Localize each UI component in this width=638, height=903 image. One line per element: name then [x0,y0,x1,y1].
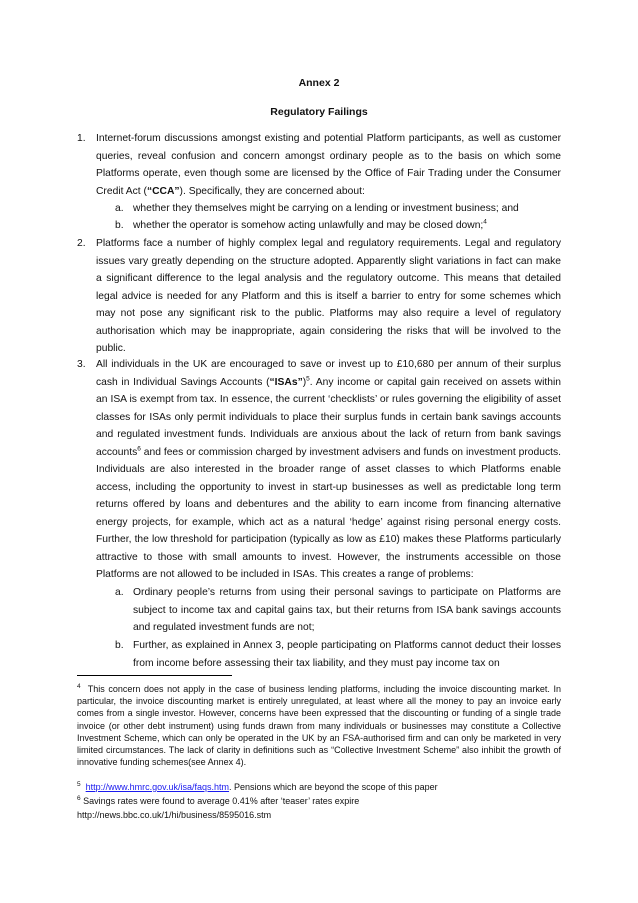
hmrc-link[interactable]: http://www.hmrc.gov.uk/isa/faqs.htm [85,782,230,792]
footnote-ref-5[interactable]: 5 [306,375,310,383]
item-3b-text: Further, as explained in Annex 3, people participating on Platforms cannot deduct their losses from income before assessing their tax liability, and they must pay income tax on [133,640,561,669]
item-1-paragraph: Internet-forum discussions amongst existing and potential Platform participants, as well as customer queries, reveal confusion and concern amongst ordinary people as to the basis on which some Platforms operate, even though some are licensed by the Office of Fair Trading under the Consumer Credit Act (“CCA”). Specifically, they are concerned about: [96,133,561,197]
item-3-paragraph: All individuals in the UK are encouraged to save or invest up to £10,680 per annum of their surplus cash in Individual Savings Accounts (“ISAs”)$^5$. Any income or capital gain received on assets within an ISA is exempt from tax. In essence, the current ‘checklists’ or rules governing the eligibility of asset classes for ISAs only permit individuals to place their surplus funds in certain bank savings accounts and regulated investment funds. Individuals are anxious about the lack of return from bank savings accounts$^6$ and fees or commission charged by investment advisers and funds on investment products. Individuals are also interested in the broader range of asset classes to which Platforms enable access, including the opportunity to invest in start-up businesses as well as predictable long term returns offered by loans and debentures and the ability to earn income from financing alternative energy projects, for example, which act as a natural ‘hedge’ against rising personal energy costs. Further, the low threshold for participation (typically as low as £10) makes these Platforms particularly attractive to those with small amounts to invest. However, the instruments accessible on those Platforms are not allowed to be included in ISAs. This creates a range of problems: [96,359,562,580]
footnote-6: $^6$ Savings rates were found to average 0.41% after ‘teaser’ rates expire [77,795,360,806]
annex-title: Annex 2 [298,77,340,89]
item-number: 1. [77,133,86,144]
item-1a-text: whether they themselves might be carrying on a lending or investment business; and [133,203,519,214]
item-1b-text: whether the operator is somehow acting unlawfully and may be closed down;$^4$ [133,218,487,231]
item-number: 3. [77,359,86,370]
item-3a-text: Ordinary people’s returns from using their personal savings to participate on Platforms are subject to income tax and capital gains tax, but their returns from ISA bank savings accounts and regulated investment funds are not; [133,587,561,633]
subitem-label: a. [115,203,124,214]
item-2-paragraph: Platforms face a number of highly complex legal and regulatory requirements. Legal and regulatory issues vary greatly depending on the structure adopted. Apparently slight variations in fact can make a significant difference to the legal analysis and the regulatory outcome. This means that detailed legal advice is needed for any Platform and this is itself a barrier to entry for some schemes which may not pose any significant risk to the public. Platforms may also require a level of regulatory authorisation which may be inappropriate, again considering the risks that will be involved to the public. [96,238,561,354]
footnote-separator [77,675,232,676]
subitem-label: b. [115,640,124,651]
subitem-label: b. [115,220,124,231]
footnote-4: $^4$ This concern does not apply in the case of business lending platforms, including the invoice discounting market. In particular, the invoice discounting market is entirely unregulated, at least where all the money to pay an invoice early comes from a single investor. However, concerns have been expressed that the discounting or funding of a single trade invoice (or other debt instrument) using funds drawn from many individuals or businesses may constitute a Collective Investment Scheme, which can only be operated in the UK by an FSA-authorised firm and can only be marketed in very limited circumstances. The lack of clarity in definitions such as “Collective Investment Scheme” also inhibit the growth of innovative funding schemes(see Annex 4). [77,683,561,768]
subitem-label: a. [115,587,124,598]
footnote-5: $^5$ http://www.hmrc.gov.uk/isa/faqs.htm. Pensions which are beyond the scope of this paper [77,781,438,792]
bbc-url[interactable]: http://news.bbc.co.uk/1/hi/business/8595016.stm [77,810,272,820]
item-number: 2. [77,238,86,249]
footnote-ref-6[interactable]: 6 [137,445,141,453]
footnote-ref-4[interactable]: 4 [483,218,487,226]
section-title: Regulatory Failings [270,106,368,118]
